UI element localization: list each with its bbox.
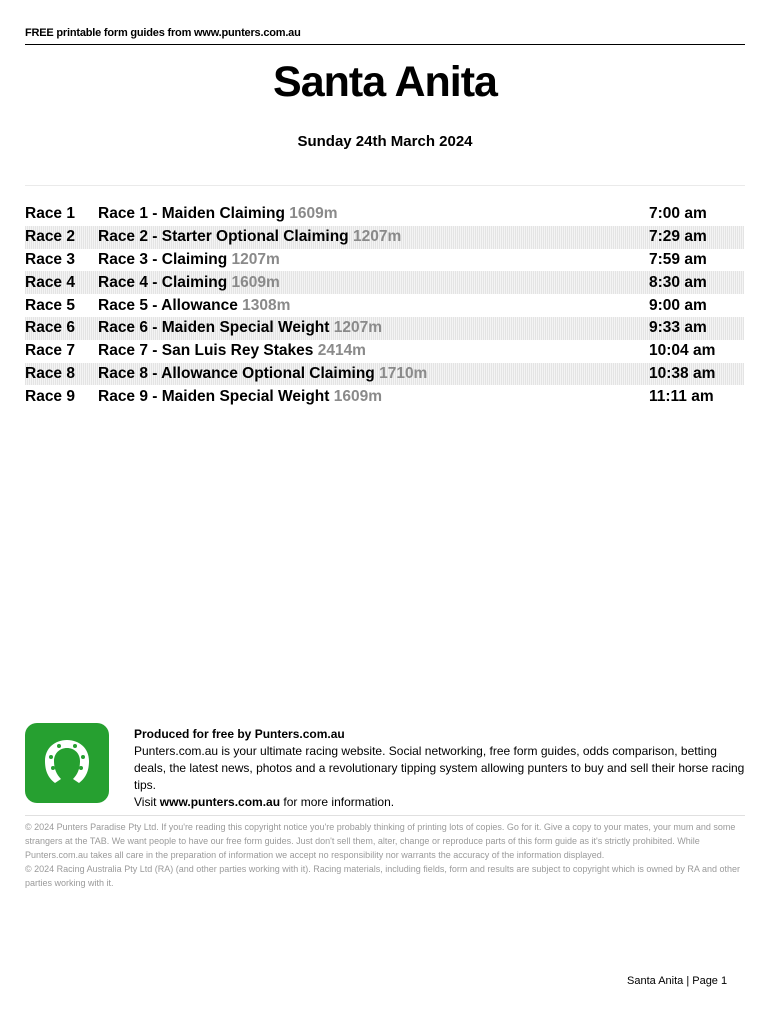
race-row	[25, 385, 744, 408]
horseshoe-icon	[37, 733, 97, 793]
race-time: 7:59 am	[649, 250, 707, 268]
promo-heading: Produced for free by Punters.com.au	[134, 727, 345, 741]
copyright-notice	[25, 820, 747, 890]
race-time: 9:00 am	[649, 296, 707, 314]
race-title: Race 2 - Starter Optional Claiming	[98, 228, 349, 246]
page-footer: Santa Anita | Page 1	[627, 975, 728, 987]
promo-visit	[134, 794, 746, 811]
race-number: Race 6	[25, 319, 75, 337]
race-name	[98, 251, 649, 269]
race-title: Race 7 - San Luis Rey Stakes	[98, 342, 314, 360]
race-row	[25, 317, 744, 340]
race-title: Race 1 - Maiden Claiming	[98, 205, 285, 223]
race-number: Race 2	[25, 228, 75, 246]
race-distance: 1207m	[352, 228, 402, 246]
visit-prefix: Visit	[134, 795, 157, 809]
promo-block	[134, 726, 746, 811]
race-time: 7:00 am	[649, 205, 707, 223]
meeting-date: Sunday 24th March 2024	[297, 133, 473, 150]
copyright-punters: © 2024 Punters Paradise Pty Ltd. If you're reading this copyright notice you're probably thinking of printing lots of copies. Go for it. Give a copy to your mates, your mum and some strangers at the TAB. We want people to have our free form guides. Just don't sell them, alter, change or reproduce parts of this form guide as it's strictly prohibited. While Punters.com.au takes all care in the preparation of information we accept no responsibility nor warrants the accuracy of the information displayed.	[25, 822, 736, 860]
race-distance: 1308m	[242, 296, 291, 314]
race-number: Race 9	[25, 387, 75, 405]
race-name	[98, 365, 649, 383]
race-row	[25, 294, 744, 317]
race-name	[98, 319, 649, 337]
race-row	[25, 340, 744, 363]
race-time: 7:29 am	[649, 228, 707, 246]
footer-divider	[25, 815, 745, 816]
title-divider	[25, 185, 745, 186]
race-time: 10:04 am	[649, 342, 716, 360]
race-name	[98, 297, 649, 315]
race-distance: 1609m	[231, 273, 280, 291]
race-name	[98, 205, 649, 223]
race-name	[98, 228, 649, 246]
race-distance: 1710m	[379, 364, 428, 382]
race-time: 9:33 am	[649, 319, 707, 337]
race-title: Race 6 - Maiden Special Weight	[98, 319, 330, 337]
race-number: Race 8	[25, 364, 75, 382]
race-distance: 1609m	[289, 205, 338, 223]
race-title: Race 9 - Maiden Special Weight	[98, 387, 330, 405]
header-divider	[25, 44, 745, 45]
copyright-racing-australia: © 2024 Racing Australia Pty Ltd (RA) (and other parties working with it). Racing materials, including fields, form and results are subject to copyright which is owned by RA and other parties working with it.	[25, 864, 740, 888]
race-row	[25, 363, 744, 386]
race-time: 8:30 am	[649, 273, 707, 291]
race-row	[25, 249, 744, 272]
race-row	[25, 271, 744, 294]
race-number: Race 4	[25, 273, 75, 291]
page-title: Santa Anita	[273, 58, 497, 106]
race-title: Race 8 - Allowance Optional Claiming	[98, 364, 375, 382]
race-row	[25, 226, 744, 249]
punters-link[interactable]: www.punters.com.au	[159, 795, 281, 809]
race-list	[25, 203, 744, 408]
race-title: Race 5 - Allowance	[98, 296, 238, 314]
race-number: Race 1	[25, 205, 75, 223]
race-number: Race 7	[25, 342, 75, 360]
race-title: Race 3 - Claiming	[98, 250, 228, 268]
header-note: FREE printable form guides from www.punters.com.au	[25, 27, 301, 39]
race-time: 10:38 am	[649, 364, 716, 382]
race-distance: 1207m	[333, 319, 382, 337]
race-name	[98, 342, 649, 360]
race-name	[98, 274, 649, 292]
race-distance: 2414m	[317, 342, 366, 360]
race-number: Race 5	[25, 296, 75, 314]
race-distance: 1609m	[333, 387, 382, 405]
promo-body: Punters.com.au is your ultimate racing website. Social networking, free form guides, odds comparison, betting deals, the latest news, photos and a revolutionary tipping system allowing punters to buy and sell their horse racing tips.	[134, 744, 745, 792]
race-name	[98, 388, 649, 406]
race-number: Race 3	[25, 250, 75, 268]
visit-suffix: for more information.	[283, 795, 395, 809]
race-title: Race 4 - Claiming	[98, 273, 228, 291]
punters-logo	[25, 723, 109, 803]
race-row	[25, 203, 744, 226]
race-distance: 1207m	[231, 250, 280, 268]
race-time: 11:11 am	[649, 387, 714, 405]
